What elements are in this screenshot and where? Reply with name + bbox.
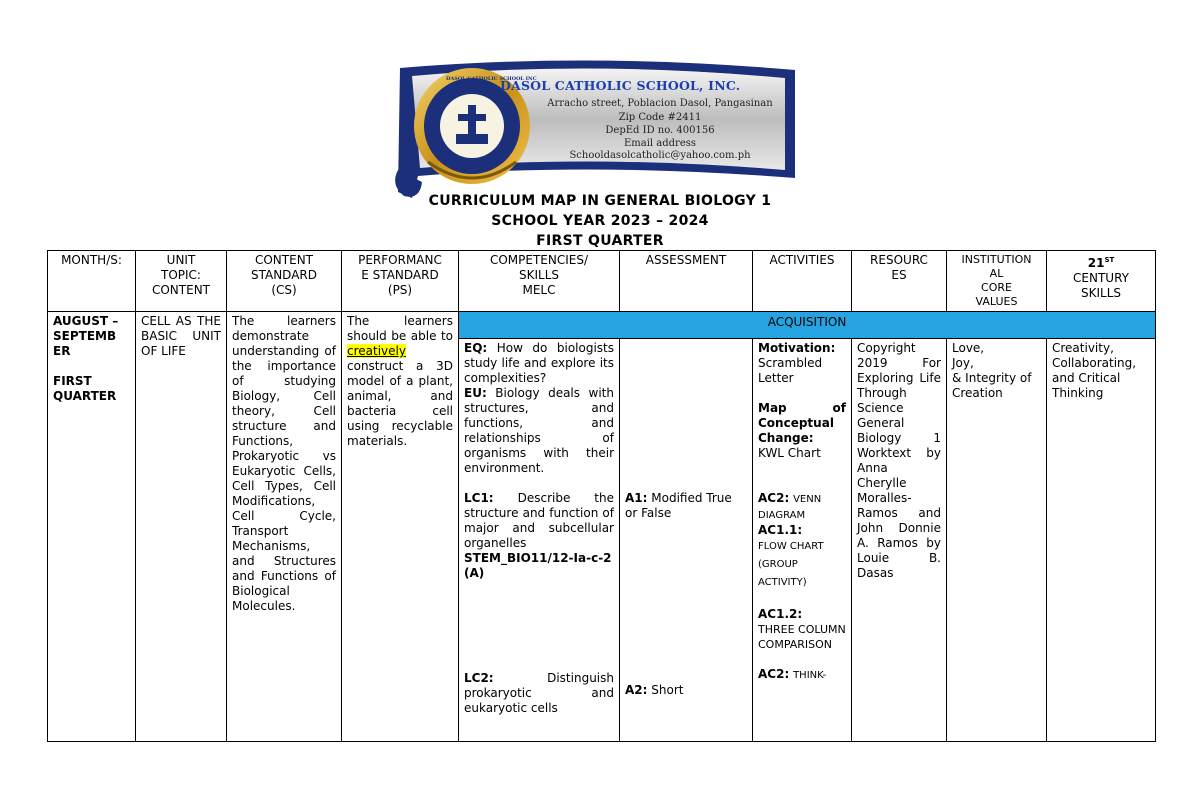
spacer (464, 476, 614, 491)
header-activities-label: ACTIVITIES (769, 253, 835, 267)
month-line: AUGUST – (53, 314, 119, 328)
header-comp-line: MELC (522, 283, 556, 297)
header-21st-century (1047, 251, 1156, 312)
quarter-title: FIRST QUARTER (536, 233, 664, 249)
motivation-text: Scrambled Letter (758, 356, 823, 385)
map-label: Map of Conceptual Change: (758, 401, 846, 445)
value-line: Joy, (952, 356, 974, 370)
spacer (625, 521, 747, 683)
school-address: Arracho street, Poblacion Dasol, Pangasinan (547, 98, 773, 109)
header-comp-line: COMPETENCIES/ (489, 253, 589, 267)
school-name: DASOL CATHOLIC SCHOOL, INC. (500, 78, 741, 93)
spacer (758, 386, 846, 401)
header-century-num: 21 (1087, 256, 1105, 270)
performance-standard-cell (342, 312, 459, 742)
header-assessment (620, 251, 753, 312)
lc1-code: STEM_BIO11/12-Ia-c-2 (A) (464, 551, 612, 580)
header-assessment-label: ASSESSMENT (645, 253, 727, 267)
page-title: CURRICULUM MAP IN GENERAL BIOLOGY 1 (428, 193, 772, 209)
spacer (53, 359, 130, 374)
perf-text: construct a 3D model of a plant, animal, and bacteria cell using recyclable materials. (347, 359, 453, 448)
lc1-text: Describe the structure and function of major and subcellular organelles (464, 491, 614, 550)
header-unit-line: CONTENT (151, 283, 211, 297)
header-institutional-values (947, 251, 1047, 312)
header-century-line: SKILLS (1080, 286, 1121, 300)
header-row (48, 251, 1156, 312)
school-zip: Zip Code #2411 (618, 112, 702, 123)
school-email: Schooldasolcatholic@yahoo.com.ph (569, 150, 751, 161)
header-cs-line: (CS) (271, 283, 297, 297)
spacer (758, 592, 846, 607)
month-cell (48, 312, 136, 742)
header-unit-line: TOPIC: (161, 268, 201, 282)
header-res-line: ES (891, 268, 907, 282)
map-text: KWL Chart (758, 446, 821, 460)
month-line: QUARTER (53, 389, 117, 403)
a1-label: A1: (625, 491, 648, 505)
school-email-label: Email address (623, 138, 697, 149)
header-resources (852, 251, 947, 312)
a2-label: A2: (625, 683, 648, 697)
resources-cell: Copyright 2019 For Exploring Life Through Science General Biology 1 Worktext by Anna Cherylle Moralles-Ramos and John Donnie A. Ramos by Louie B. Dasas (852, 339, 947, 742)
a2-text: Short (651, 683, 684, 697)
ac2b-label: AC2: (758, 667, 790, 681)
header-inst-line: VALUES (975, 295, 1018, 308)
school-year: SCHOOL YEAR 2023 – 2024 (491, 213, 709, 229)
header-inst-line: CORE (981, 281, 1012, 294)
topic-cell: CELL AS THE BASIC UNIT OF LIFE (136, 312, 227, 742)
lc2-label: LC2: (464, 671, 494, 685)
ac11-label: AC1.1: (758, 523, 803, 537)
header-inst-line: AL (989, 267, 1004, 280)
header-ps-line: PERFORMANC (358, 253, 442, 267)
header-activities (753, 251, 852, 312)
ac12-label: AC1.2: (758, 607, 803, 621)
ac2-label: AC2: (758, 491, 790, 505)
header-res-line: RESOURC (870, 253, 928, 267)
header-unit-line: UNIT (166, 253, 196, 267)
acquisition-banner: ACQUISITION (459, 312, 1156, 339)
header-cs-line: CONTENT (254, 253, 314, 267)
perf-text: The learners should be able to (347, 314, 453, 343)
header-ps-line: (PS) (387, 283, 413, 297)
value-line: Love, (952, 341, 985, 355)
activities-cell (753, 339, 852, 742)
header-century-line: CENTURY (1073, 271, 1129, 285)
header-competencies (459, 251, 620, 312)
eu-text: Biology deals with structures, and functions, and relationships of organisms with their environment. (464, 386, 614, 475)
assessment-cell (620, 339, 753, 742)
lc1-label: LC1: (464, 491, 494, 505)
header-century-sup: ST (1104, 256, 1115, 264)
lc2-text: Distinguish prokaryotic and eukaryotic cells (464, 671, 614, 715)
header-unit (136, 251, 227, 312)
header-inst-line: INSTITUTION (961, 253, 1032, 266)
skills-cell: Creativity, Collaborating, and Critical Thinking (1047, 339, 1156, 742)
acquisition-row (48, 312, 1156, 339)
header-comp-line: SKILLS (518, 268, 559, 282)
ac12-text: THREE COLUMN COMPARISON (758, 623, 846, 651)
header-ps-line: E STANDARD (361, 268, 439, 282)
school-deped-id: DepEd ID no. 400156 (605, 125, 715, 136)
values-cell (947, 339, 1047, 742)
value-line: & Integrity of Creation (952, 371, 1032, 400)
spacer (758, 652, 846, 667)
month-line: FIRST (53, 374, 92, 388)
eu-label: EU: (464, 386, 487, 400)
spacer (758, 461, 846, 491)
perf-highlight: creatively (347, 344, 406, 358)
header-century-line (1052, 253, 1150, 271)
seal-text: DASOL CATHOLIC SCHOOL INC (446, 76, 537, 82)
header-content-standard (227, 251, 342, 312)
school-banner (390, 50, 802, 200)
a1-text: Modified True or False (625, 491, 732, 520)
content-standard-cell: The learners demonstrate understanding of the importance of studying Biology, Cell theory, Cell structure and Functions, Prokaryotic vs Eukaryotic Cells, Cell Types, Cell Modifications, Cell Cycle, Transport Mechanisms, and Structures and Functions of Biological Molecules. (227, 312, 342, 742)
header-performance-standard (342, 251, 459, 312)
competencies-cell (459, 339, 620, 742)
ac11-text: FLOW CHART (GROUP ACTIVITY) (758, 541, 824, 588)
spacer (625, 341, 747, 491)
spacer (464, 581, 614, 671)
ac2-text: VENN DIAGRAM (758, 494, 822, 521)
month-line: ER (53, 344, 71, 358)
month-line: SEPTEMB (53, 329, 117, 343)
header-cs-line: STANDARD (250, 268, 318, 282)
eq-label: EQ: (464, 341, 488, 355)
eq-text: How do biologists study life and explore its complexities? (464, 341, 614, 385)
motivation-label: Motivation: (758, 341, 836, 355)
ac2b-text: THINK- (793, 670, 827, 681)
curriculum-map-table (47, 250, 1156, 742)
header-month (48, 251, 136, 312)
header-month-label: MONTH/S: (61, 253, 122, 267)
